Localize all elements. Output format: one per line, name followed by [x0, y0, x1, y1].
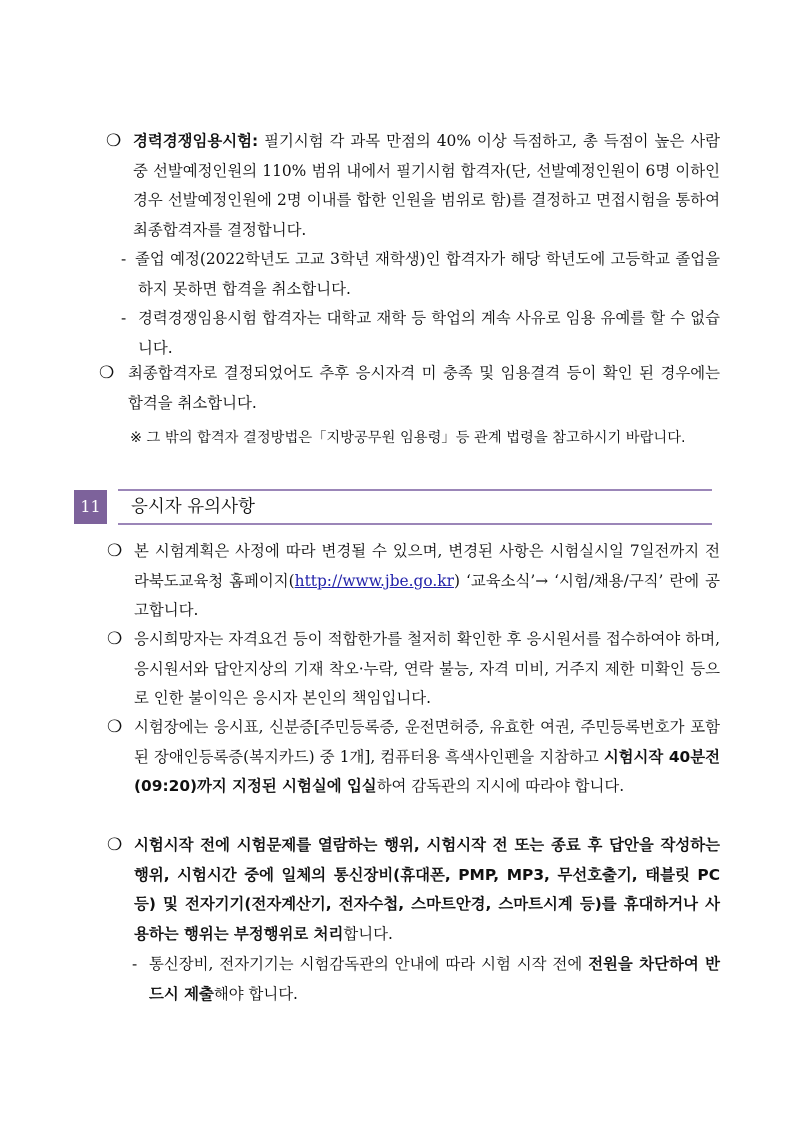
bullet-circle-icon: ❍: [107, 717, 123, 737]
paragraph-plan-changes: [134, 537, 720, 626]
misconduct-bold: 시험시작 전에 시험문제를 열람하는 행위, 시험시작 전 또는 종료 후 답안을 작성하는 행위, 시험시간 중에 일체의 통신장비(휴대폰, PMP, MP3, 무선호출기, 태블릿 PC 등) 및 전자기기(전자계산기, 전자수첩, 스마트안경, 스마트시계 등)를 휴대하거나 사용하는 행위는 부정행위로 처리: [134, 836, 720, 943]
paragraph-cancel-pass: 최종합격자로 결정되었어도 추후 응시자격 미 충족 및 임용결격 등이 확인 된 경우에는 합격을 취소합니다.: [128, 364, 720, 412]
paragraph-exam-entry: [134, 713, 720, 802]
exam-entry-bold: 시험시작 40분전(09:20)까지 지정된 시험실에 입실: [134, 747, 720, 795]
text-experienced-exam: 필기시험 각 과목 만점의 40% 이상 득점하고, 총 득점이 높은 사람 중 선발예정인원의 110% 범위 내에서 필기시험 합격자(단, 선발예정인원이 6명 이하인 경우 선발예정인원에 2명 이내를 합한 인원을 범위로 함)를 결정하고 면접시험을 통하여 최종합격자를 결정합니다.: [133, 132, 720, 239]
sub-item-device-submission: [149, 950, 720, 1009]
paragraph-applicant-responsibility: 응시희망자는 자격요건 등이 적합한가를 철저히 확인한 후 응시원서를 접수하여야 하며, 응시원서와 답안지상의 기재 착오·누락, 연락 불능, 자격 미비, 거주지 제한 미확인 등으로 인한 불이익은 응시자 본인의 책임입니다.: [134, 630, 720, 707]
dash-marker: -: [121, 309, 127, 327]
dash-marker: -: [132, 955, 138, 973]
bullet-circle-icon: ❍: [99, 363, 115, 383]
sub-item-no-deferment: 경력경쟁임용시험 합격자는 대학교 재학 등 학업의 계속 사유로 임용 유예를 할 수 없습니다.: [138, 309, 720, 357]
misconduct-text-end: 합니다.: [343, 924, 393, 943]
paragraph-misconduct: [134, 831, 720, 949]
bullet-circle-icon: ❍: [107, 629, 123, 649]
device-submission-text-end: 해야 합니다.: [213, 984, 298, 1003]
section-number: 11: [74, 490, 107, 524]
section-top-line: [118, 489, 712, 491]
plan-changes-text-end: ) ‘교육소식’→ ‘시험/채용/구직’ 란에 공고합니다.: [134, 571, 720, 619]
exam-entry-text: 시험장에는 응시표, 신분증[주민등록증, 운전면허증, 유효한 여권, 주민등록번호가 포함된 장애인등록증(복지카드) 중 1개], 컴퓨터용 흑색사인펜을 지참하고: [134, 718, 720, 766]
paragraph-experienced-exam: [133, 127, 720, 245]
device-submission-text: 통신장비, 전자기기는 시험감독관의 안내에 따라 시험 시작 전에: [149, 955, 589, 973]
plan-changes-text: 본 시험계획은 사정에 따라 변경될 수 있으며, 변경된 사항은 시험실시일 7일전까지 전라북도교육청 홈페이지(: [134, 542, 720, 590]
bullet-circle-icon: ❍: [106, 131, 122, 151]
bullet-circle-icon: ❍: [107, 541, 123, 561]
section-bottom-line: [118, 523, 712, 525]
bullet-circle-icon: ❍: [107, 835, 123, 855]
dash-marker: -: [121, 250, 127, 268]
label-experienced-exam: 경력경쟁임용시험:: [133, 132, 259, 150]
sub-item-graduation-expected: 졸업 예정(2022학년도 고교 3학년 재학생)인 합격자가 해당 학년도에 고등학교 졸업을 하지 못하면 합격을 취소합니다.: [135, 250, 720, 298]
device-submission-bold: 전원을 차단하여 반드시 제출: [149, 955, 720, 1003]
reference-note: ※ 그 밖의 합격자 결정방법은「지방공무원 임용령」등 관계 법령을 참고하시기 바랍니다.: [130, 430, 686, 446]
exam-entry-text-end: 하여 감독관의 지시에 따라야 합니다.: [376, 777, 625, 795]
jbe-website-link[interactable]: http://www.jbe.go.kr: [294, 571, 454, 590]
section-title: 응시자 유의사항: [131, 497, 255, 517]
